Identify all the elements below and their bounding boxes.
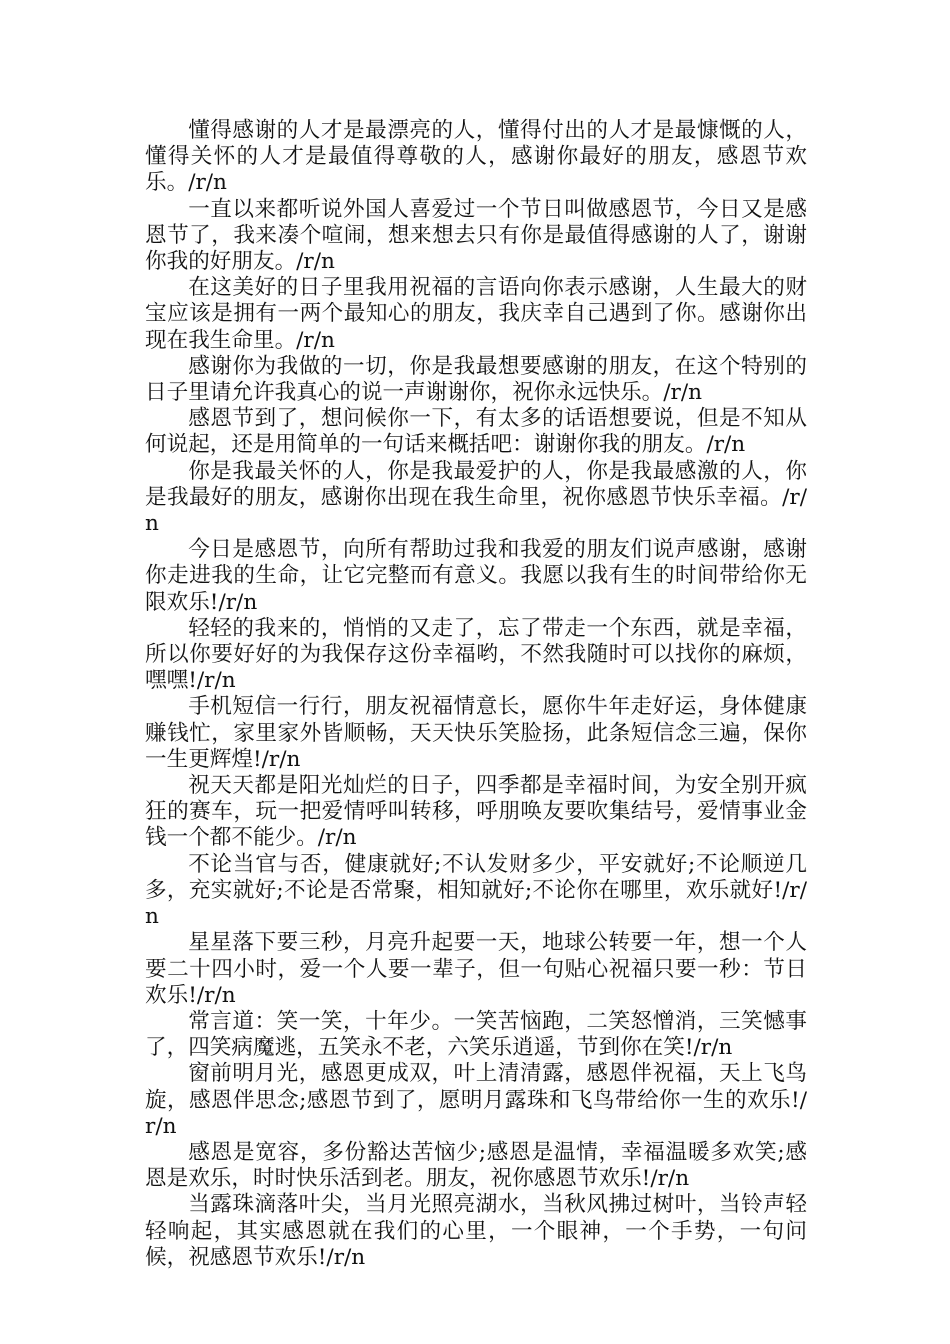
paragraph-13: 常言道：笑一笑，十年少。一笑苦恼跑，二笑怒憎消，三笑憾事了，四笑病魔逃，五笑永不老，六笑乐逍遥，节到你在笑!/r/n	[145, 1008, 807, 1061]
paragraph-9: 手机短信一行行，朋友祝福情意长，愿你牛年走好运，身体健康赚钱忙，家里家外皆顺畅，天天快乐笑脸扬，此条短信念三遍，保你一生更辉煌!/r/n	[145, 694, 807, 772]
paragraph-15: 感恩是宽容，多份豁达苦恼少;感恩是温情，幸福温暖多欢笑;感恩是欢乐，时时快乐活到老。朋友，祝你感恩节欢乐!/r/n	[145, 1139, 807, 1192]
paragraph-16: 当露珠滴落叶尖，当月光照亮湖水，当秋风拂过树叶，当铃声轻轻响起，其实感恩就在我们的心里，一个眼神，一个手势，一句问候，祝感恩节欢乐!/r/n	[145, 1192, 807, 1270]
paragraph-3: 在这美好的日子里我用祝福的言语向你表示感谢，人生最大的财宝应该是拥有一两个最知心的朋友，我庆幸自己遇到了你。感谢你出现在我生命里。/r/n	[145, 275, 807, 353]
paragraph-5: 感恩节到了，想问候你一下，有太多的话语想要说，但是不知从何说起，还是用简单的一句话来概括吧：谢谢你我的朋友。/r/n	[145, 406, 807, 458]
paragraph-1: 懂得感谢的人才是最漂亮的人，懂得付出的人才是最慷慨的人，懂得关怀的人才是最值得尊敬的人，感谢你最好的朋友，感恩节欢乐。/r/n	[145, 118, 807, 196]
paragraph-12: 星星落下要三秒，月亮升起要一天，地球公转要一年，想一个人要二十四小时，爱一个人要一辈子，但一句贴心祝福只要一秒：节日欢乐!/r/n	[145, 930, 807, 1008]
paragraph-6: 你是我最关怀的人，你是我最爱护的人，你是我最感激的人，你是我最好的朋友，感谢你出现在我生命里，祝你感恩节快乐幸福。/r/n	[145, 458, 807, 537]
paragraph-7: 今日是感恩节，向所有帮助过我和我爱的朋友们说声感谢，感谢你走进我的生命，让它完整而有意义。我愿以我有生的时间带给你无限欢乐!/r/n	[145, 537, 807, 615]
document-body	[145, 118, 807, 1271]
paragraph-4: 感谢你为我做的一切，你是我最想要感谢的朋友，在这个特别的日子里请允许我真心的说一声谢谢你，祝你永远快乐。/r/n	[145, 353, 807, 406]
paragraph-11: 不论当官与否，健康就好;不认发财多少，平安就好;不论顺逆几多，充实就好;不论是否常聚，相知就好;不论你在哪里，欢乐就好!/r/n	[145, 851, 807, 930]
paragraph-2: 一直以来都听说外国人喜爱过一个节日叫做感恩节，今日又是感恩节了，我来凑个喧闹，想来想去只有你是最值得感谢的人了，谢谢你我的好朋友。/r/n	[145, 196, 807, 275]
paragraph-14: 窗前明月光，感恩更成双，叶上清清露，感恩伴祝福，天上飞鸟旋，感恩伴思念;感恩节到了，愿明月露珠和飞鸟带给你一生的欢乐!/r/n	[145, 1061, 807, 1139]
paragraph-10: 祝天天都是阳光灿烂的日子，四季都是幸福时间，为安全别开疯狂的赛车，玩一把爱情呼叫转移，呼朋唤友要吹集结号，爱情事业金钱一个都不能少。/r/n	[145, 773, 807, 851]
paragraph-8: 轻轻的我来的，悄悄的又走了，忘了带走一个东西，就是幸福，所以你要好好的为我保存这份幸福哟，不然我随时可以找你的麻烦，嘿嘿!/r/n	[145, 615, 807, 694]
